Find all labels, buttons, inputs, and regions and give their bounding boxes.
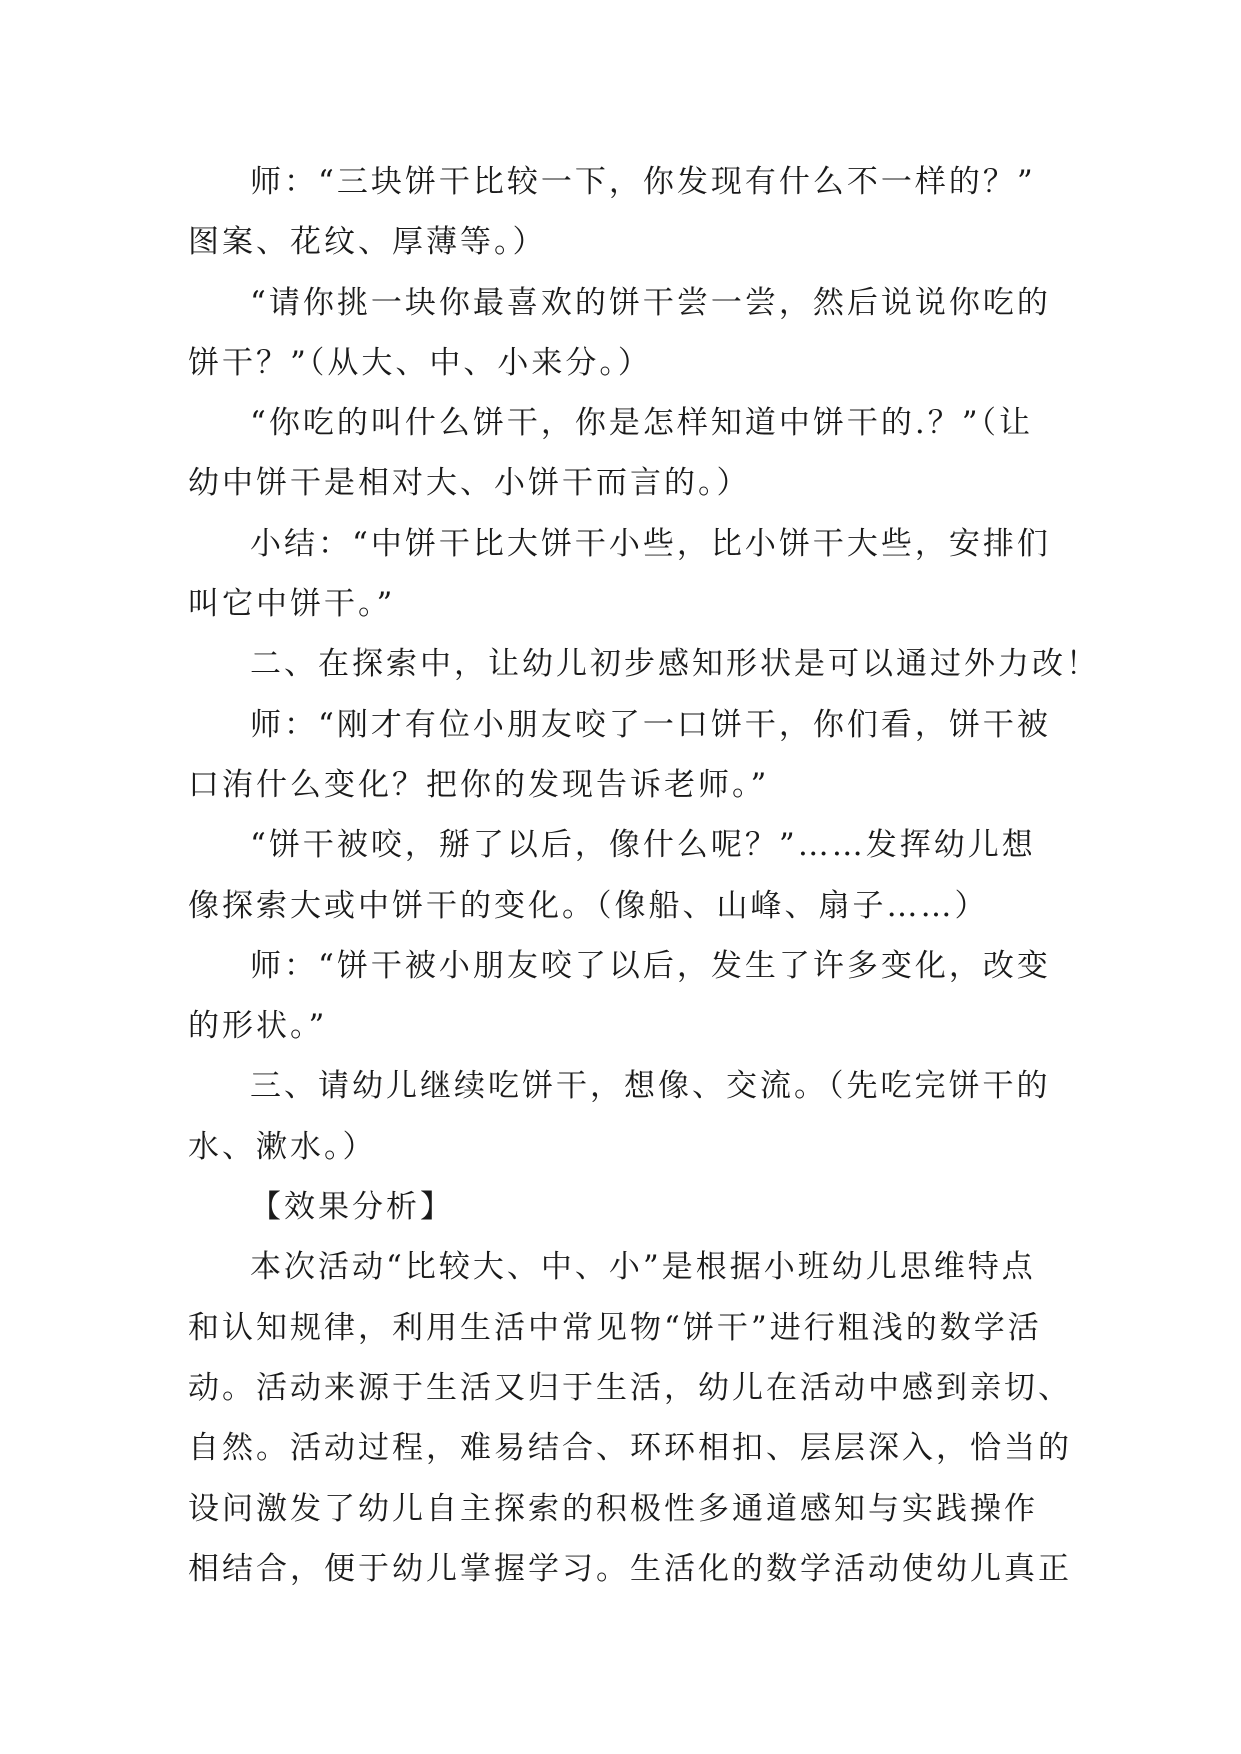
paragraph-line: “饼干被咬，掰了以后，像什么呢？”……发挥幼儿想 xyxy=(250,827,1036,864)
paragraph-line: 口洧什么变化？把你的发现告诉老师。” xyxy=(188,766,770,803)
paragraph-line: 的形状。” xyxy=(188,1008,328,1045)
section-title: 【效果分析】 xyxy=(250,1189,454,1226)
paragraph-line: 设问激发了幼儿自主探索的积极性多通道感知与实践操作 xyxy=(188,1490,1038,1527)
section-heading: 三、请幼儿继续吃饼干，想像、交流。（先吃完饼干的 xyxy=(250,1068,1051,1105)
paragraph-line: 小结：“中饼干比大饼干小些，比小饼干大些，安排们 xyxy=(250,525,1051,562)
paragraph-line: 和认知规律，利用生活中常见物“饼干”进行粗浅的数学活 xyxy=(188,1309,1042,1346)
paragraph-line: 相结合，便于幼儿掌握学习。生活化的数学活动使幼儿真正 xyxy=(188,1550,1072,1587)
paragraph-line: 图案、花纹、厚薄等。） xyxy=(188,224,547,261)
paragraph-line: “请你挑一块你最喜欢的饼干尝一尝，然后说说你吃的 xyxy=(250,284,1051,321)
paragraph-line: 师：“三块饼干比较一下，你发现有什么不一样的？” xyxy=(250,164,1036,200)
paragraph-line: 动。活动来源于生活又归于生活，幼儿在活动中感到亲切、 xyxy=(188,1369,1072,1406)
paragraph-line: 饼干？”（从大、中、小来分。） xyxy=(188,344,652,381)
paragraph-line: 本次活动“比较大、中、小”是根据小班幼儿思维特点 xyxy=(250,1249,1036,1286)
document-body xyxy=(188,152,1100,1599)
section-heading: 二、在探索中，让幼儿初步感知形状是可以通过外力改！ xyxy=(250,646,1100,683)
paragraph-line: “你吃的叫什么饼干，你是怎样知道中饼干的.？”（让 xyxy=(250,405,1034,442)
paragraph-line: 像探索大或中饼干的变化。（像船、山峰、扇子……） xyxy=(188,887,989,924)
paragraph-line: 幼中饼干是相对大、小饼干而言的。） xyxy=(188,465,751,502)
paragraph-line: 叫它中饼干。” xyxy=(188,586,396,623)
paragraph-line: 师：“刚才有位小朋友咬了一口饼干，你们看，饼干被 xyxy=(250,706,1051,743)
paragraph-line: 师：“饼干被小朋友咬了以后，发生了许多变化，改变 xyxy=(250,947,1051,984)
paragraph-line: 水、漱水。） xyxy=(188,1128,377,1165)
paragraph-line: 自然。活动过程，难易结合、环环相扣、层层深入，恰当的 xyxy=(188,1430,1072,1467)
